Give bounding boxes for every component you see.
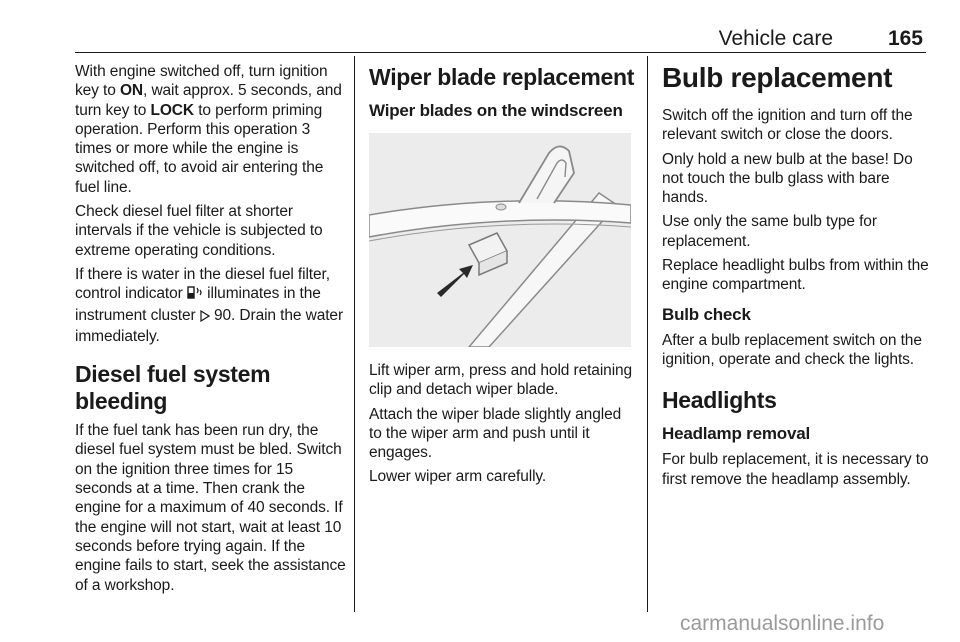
bleeding-paragraph: If the fuel tank has been run dry, the diesel fuel system must be bled. Switch on the ignition three times for 15 seconds at a time. Then crank the engine for a maximum of 40 seconds. If the engine will not start, wait at least 10 seconds before trying again. If the engine fails to start, seek the assistance of a workshop. bbox=[75, 422, 346, 594]
column-right bbox=[662, 62, 930, 492]
section-title: Vehicle care bbox=[718, 27, 833, 50]
page-reference-number[interactable]: 90 bbox=[213, 306, 231, 324]
headlamp-removal-para: For bulb replacement, it is necessary to first remove the headlamp assembly. bbox=[662, 451, 929, 488]
bulb-heading: Bulb replacement bbox=[662, 62, 893, 93]
watermark: carmanualsonline.info bbox=[680, 612, 885, 635]
headlights-heading: Headlights bbox=[662, 387, 777, 414]
bulb-para-3: Use only the same bulb type for replacement. bbox=[662, 213, 877, 250]
bulb-check-para: After a bulb replacement switch on the ignition, operate and check the lights. bbox=[662, 331, 922, 368]
column-middle bbox=[369, 62, 635, 490]
column-left bbox=[75, 62, 347, 598]
wiper-blade-illustration bbox=[369, 133, 631, 347]
bulb-para-1: Switch off the ignition and turn off the relevant switch or close the doors. bbox=[662, 107, 913, 144]
priming-paragraph: With engine switched off, turn ignition key to ON, wait approx. 5 seconds, and turn key to LOCK to perform priming operation. Perform this operation 3 times or more while the engine is switched off, to avoid air entering the fuel line. bbox=[75, 63, 342, 196]
water-indicator-paragraph: If there is water in the diesel fuel filter, control indicator illuminates in the instrument cluster 90. Drain the water immediately. bbox=[75, 265, 344, 345]
page-header bbox=[75, 26, 925, 52]
wiper-subheading: Wiper blades on the windscreen bbox=[369, 101, 623, 120]
header-divider bbox=[75, 52, 926, 53]
page-reference-triangle-icon bbox=[200, 308, 210, 327]
page-number: 165 bbox=[887, 27, 923, 50]
water-in-diesel-indicator-icon bbox=[187, 285, 203, 305]
bulb-para-4: Replace headlight bulbs from within the engine compartment. bbox=[662, 257, 929, 294]
wiper-step-2: Attach the wiper blade slightly angled to the wiper arm and push until it engages. bbox=[369, 405, 622, 462]
headlamp-removal-heading: Headlamp removal bbox=[662, 424, 810, 444]
wiper-step-1: Lift wiper arm, press and hold retaining clip and detach wiper blade. bbox=[369, 362, 633, 399]
key-lock-label: LOCK bbox=[150, 101, 194, 119]
column-divider-1 bbox=[354, 56, 355, 612]
bulb-check-heading: Bulb check bbox=[662, 304, 751, 324]
wiper-step-3: Lower wiper arm carefully. bbox=[369, 468, 547, 486]
key-on-label: ON bbox=[119, 82, 144, 100]
bleeding-heading: Diesel fuel system bleeding bbox=[75, 361, 271, 415]
filter-check-paragraph: Check diesel fuel filter at shorter intervals if the vehicle is subjected to extreme operating conditions. bbox=[75, 203, 323, 259]
bulb-para-2: Only hold a new bulb at the base! Do not touch the bulb glass with bare hands. bbox=[662, 150, 913, 207]
column-divider-2 bbox=[647, 56, 648, 612]
wiper-heading: Wiper blade replacement bbox=[369, 64, 635, 90]
